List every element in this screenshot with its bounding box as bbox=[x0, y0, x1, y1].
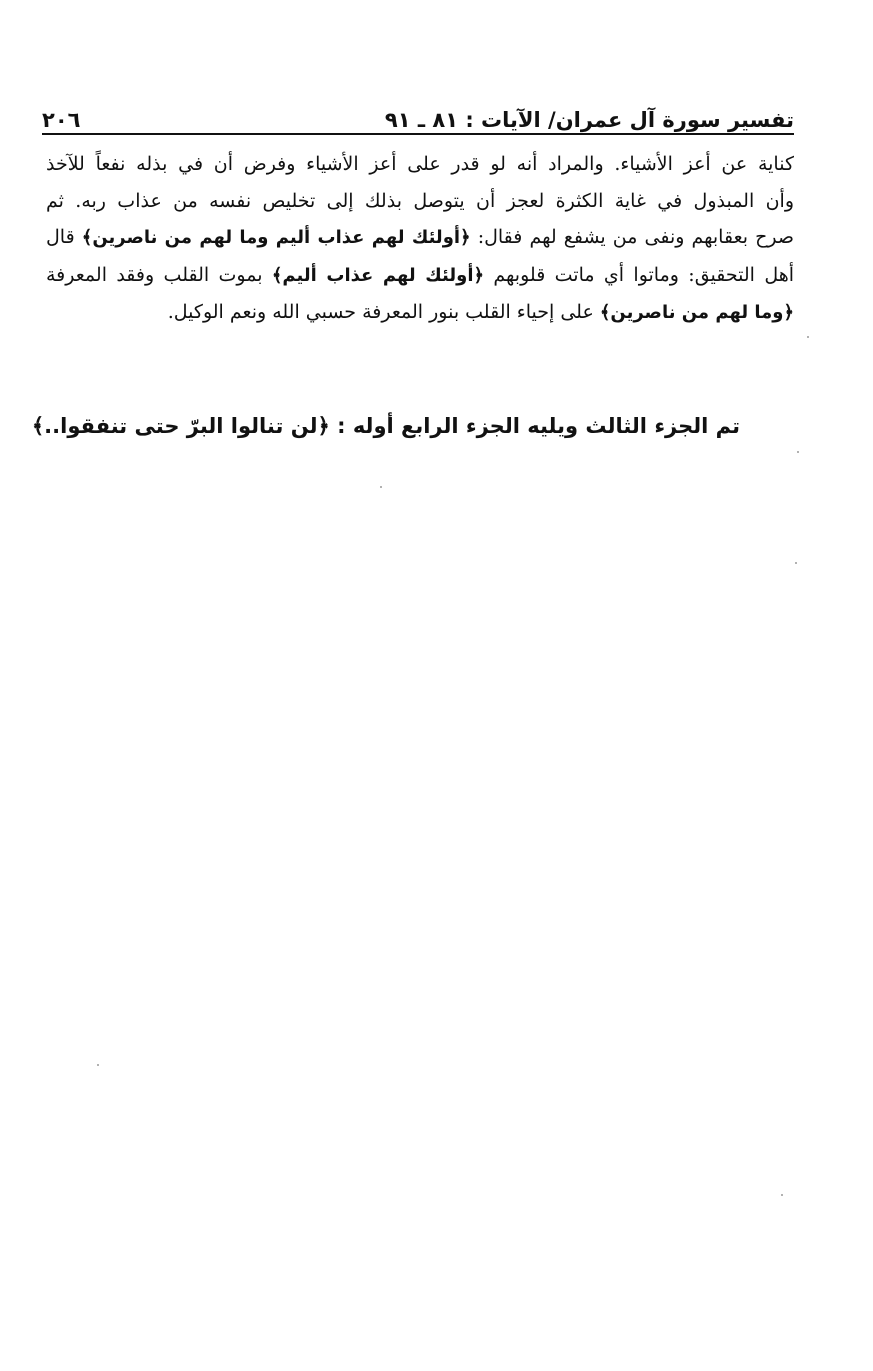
body-paragraph bbox=[46, 146, 794, 332]
quranic-quote: ﴿أولئك لهم عذاب أليم﴾ bbox=[271, 264, 485, 286]
scan-speck bbox=[795, 562, 797, 564]
text-line bbox=[46, 219, 794, 257]
text-line bbox=[46, 183, 794, 220]
text-line bbox=[46, 146, 794, 183]
quranic-quote: ﴿أولئك لهم عذاب أليم وما لهم من ناصرين﴾ bbox=[81, 227, 471, 248]
scan-speck bbox=[781, 1194, 783, 1196]
page-number: ٢٠٦ bbox=[42, 108, 81, 132]
text-segment: أهل التحقيق: وماتوا أي ماتت قلوبهم bbox=[484, 263, 794, 286]
running-title: تفسير سورة آل عمران/ الآيات : ٨١ ـ ٩١ bbox=[384, 108, 794, 132]
text-line bbox=[46, 294, 794, 332]
scan-speck bbox=[97, 1064, 99, 1066]
volume-end-note bbox=[31, 414, 740, 438]
scan-speck bbox=[807, 336, 809, 338]
text-segment: قال bbox=[46, 226, 82, 248]
quranic-quote: ﴿وما لهم من ناصرين﴾ bbox=[599, 302, 794, 323]
end-note-quote: ﴿لن تنالوا البرّ حتى تنفقوا..﴾ bbox=[31, 414, 330, 438]
scan-speck bbox=[797, 451, 799, 453]
end-note-text: تم الجزء الثالث ويليه الجزء الرابع أوله : bbox=[329, 414, 740, 438]
text-segment: وأن المبذول في غاية الكثرة لعجز أن يتوصل بذلك إلى تخليص نفسه من عذاب ربه. ثم bbox=[46, 189, 794, 212]
scan-speck bbox=[380, 486, 382, 488]
text-segment: بموت القلب وفقد المعرفة bbox=[46, 263, 272, 286]
text-segment: كناية عن أعز الأشياء. والمراد أنه لو قدر على أعز الأشياء وفرض أن في بذله نفعاً للآخذ bbox=[46, 153, 794, 175]
page-header bbox=[42, 96, 794, 132]
text-line bbox=[46, 257, 794, 295]
header-rule bbox=[42, 133, 794, 135]
text-segment: صرح بعقابهم ونفى من يشفع لهم فقال: bbox=[470, 226, 794, 248]
text-segment: على إحياء القلب بنور المعرفة حسبي الله ونعم الوكيل. bbox=[167, 301, 600, 323]
